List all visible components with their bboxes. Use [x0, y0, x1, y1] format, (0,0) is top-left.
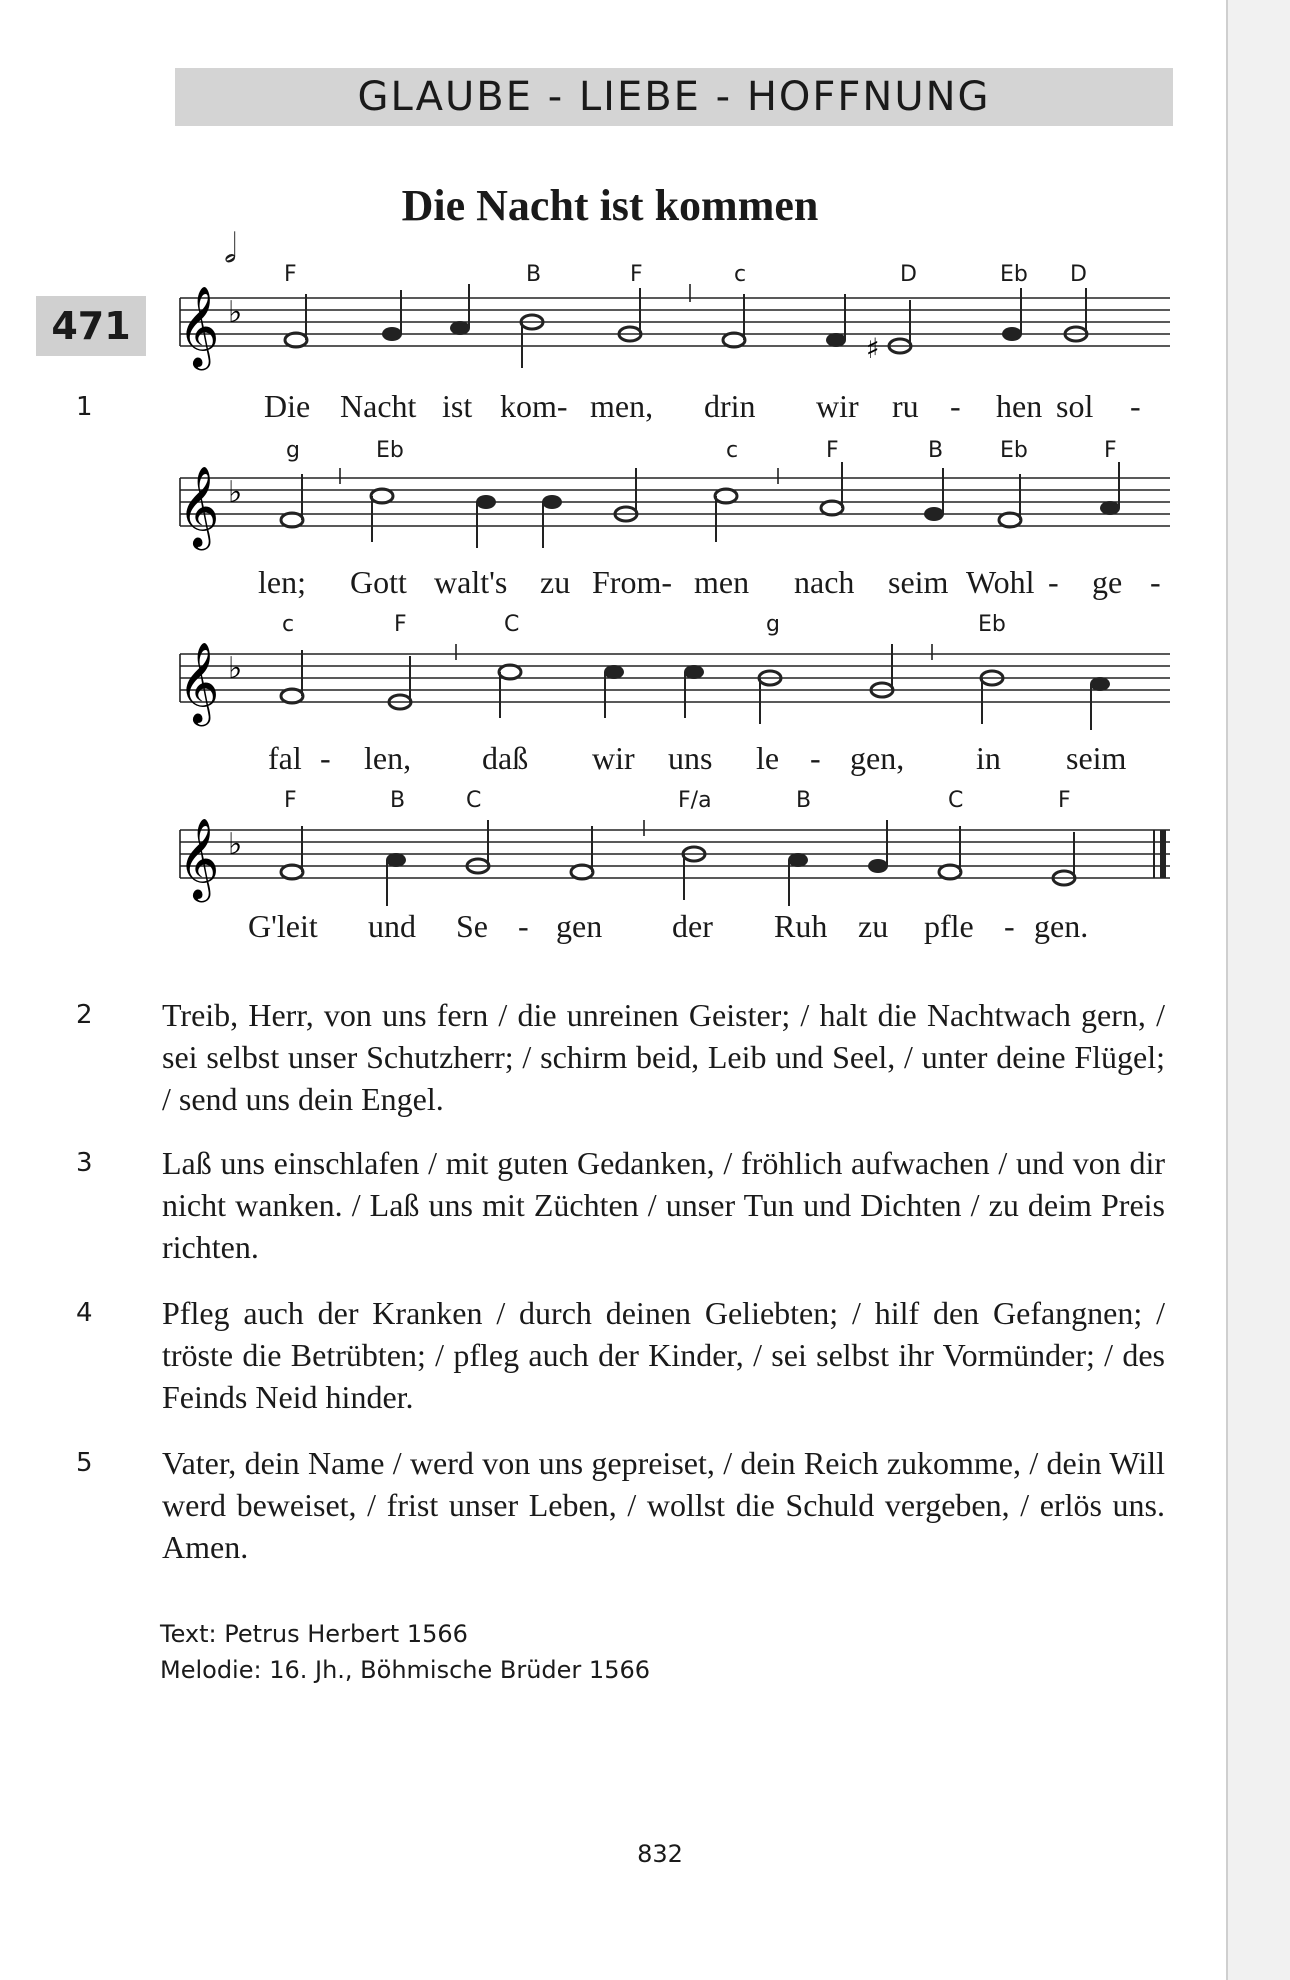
chord-s2-4: F — [826, 438, 839, 463]
lyric-s1-2: Nacht — [340, 388, 417, 424]
lyric-s1-8: ru — [892, 388, 919, 424]
chord-s2-2: Eb — [376, 438, 404, 463]
lyric-s4-9: pfle — [924, 908, 974, 944]
lyric-s4-4: - — [518, 908, 529, 944]
chord-s4-3: C — [466, 788, 482, 813]
lyric-s3-11: seim — [1066, 740, 1127, 776]
lyric-s2-12: - — [1150, 564, 1161, 600]
lyric-s2-7: nach — [794, 564, 855, 600]
section-title: GLAUBE - LIEBE - HOFFNUNG — [357, 74, 991, 120]
verse-text-4: Pfleg auch der Kranken / durch deinen Geliebten; / hilf den Gefangnen; / tröste die Betrübten; / pfleg auch der Kinder, / sei selbst ihr Vormünder; / des Feinds Neid hinder. — [162, 1295, 1165, 1415]
lyric-s3-5: wir — [592, 740, 635, 776]
melody-credit: Melodie: 16. Jh., Böhmische Brüder 1566 — [160, 1656, 651, 1684]
lyric-s4-7: Ruh — [774, 908, 828, 944]
lyric-s1-7: wir — [816, 388, 859, 424]
chord-s4-4: F/a — [678, 788, 712, 813]
lyric-s3-9: gen, — [850, 740, 905, 776]
chord-s1-1: F — [284, 262, 297, 287]
lyric-s2-11: ge — [1092, 564, 1123, 600]
lyric-s4-2: und — [368, 908, 416, 944]
lyric-s3-2: - — [320, 740, 331, 776]
chord-s4-1: F — [284, 788, 297, 813]
lyric-s3-7: le — [756, 740, 780, 776]
lyric-s2-3: walt's — [434, 564, 508, 600]
lyric-s1-10: hen — [996, 388, 1043, 424]
credits — [160, 1616, 650, 1688]
svg-text:𝄞: 𝄞 — [178, 465, 220, 547]
verse-text-5: Vater, dein Name / werd von uns gepreiset, / dein Reich zukomme, / dein Will werd beweiset, / frist unser Leben, / wollst die Schuld vergeben, / erlös uns. Amen. — [162, 1445, 1165, 1565]
chord-s2-5: B — [928, 438, 944, 463]
lyric-s3-8: - — [810, 740, 821, 776]
lyric-s1-4: kom- — [500, 388, 568, 424]
staff-system-2 — [178, 462, 1170, 550]
lyric-s2-5: From- — [592, 564, 672, 600]
chord-s1-2: B — [526, 262, 542, 287]
chord-s1-4: c — [734, 262, 747, 287]
lyric-s1-12: - — [1130, 388, 1141, 424]
lyric-s4-11: gen. — [1034, 908, 1089, 944]
svg-text:𝄞: 𝄞 — [178, 285, 220, 367]
chord-s4-7: F — [1058, 788, 1071, 813]
verse-label-4: 4 — [76, 1298, 93, 1328]
lyric-s4-5: gen — [556, 908, 603, 944]
svg-text:♭: ♭ — [228, 475, 243, 510]
lyric-s3-3: len, — [364, 740, 412, 776]
lyric-s2-1: len; — [258, 564, 306, 600]
staff-system-3 — [178, 641, 1170, 730]
chord-s3-3: C — [504, 612, 520, 637]
text-credit: Text: Petrus Herbert 1566 — [160, 1620, 468, 1648]
chord-s4-6: C — [948, 788, 964, 813]
svg-text:♭: ♭ — [228, 295, 243, 330]
svg-text:♯: ♯ — [866, 332, 880, 365]
svg-text:♭: ♭ — [228, 651, 243, 686]
verse-label-2: 2 — [76, 1000, 93, 1030]
lyric-s3-6: uns — [668, 740, 713, 776]
lyric-s3-10: in — [976, 740, 1001, 776]
lyric-s2-6: men — [694, 564, 750, 600]
staff-system-1 — [178, 284, 1170, 370]
lyric-s2-9: Wohl — [966, 564, 1035, 600]
lyric-s1-9: - — [950, 388, 961, 424]
lyric-s4-6: der — [672, 908, 713, 944]
verse-label-3: 3 — [76, 1148, 93, 1178]
chord-s2-7: F — [1104, 438, 1117, 463]
chord-s4-5: B — [796, 788, 812, 813]
svg-text:𝄞: 𝄞 — [178, 817, 220, 899]
staff-system-4 — [178, 817, 1170, 906]
svg-text:♭: ♭ — [228, 827, 243, 862]
chord-s1-5: D — [900, 262, 917, 287]
lyric-s3-1: fal — [268, 740, 302, 776]
chord-s4-2: B — [390, 788, 406, 813]
tempo-mark: 𝅗𝅥 — [224, 226, 237, 272]
page-number: 832 — [637, 1840, 683, 1868]
chord-s2-6: Eb — [1000, 438, 1028, 463]
lyric-s4-10: - — [1004, 908, 1015, 944]
verse-label-1: 1 — [76, 392, 93, 422]
chord-s2-3: c — [726, 438, 739, 463]
lyric-s1-5: men, — [590, 388, 654, 424]
lyric-s1-3: ist — [442, 388, 473, 424]
lyric-s1-6: drin — [704, 388, 756, 424]
chord-s1-7: D — [1070, 262, 1087, 287]
chord-s3-1: c — [282, 612, 295, 637]
verse-text-2: Treib, Herr, von uns fern / die unreinen Geister; / halt die Nachtwach gern, / sei selbst unser Schutzherr; / schirm beid, Leib und Seel, / unter deine Flügel; / send uns dein Engel. — [162, 997, 1165, 1117]
verse-text-3: Laß uns einschlafen / mit guten Gedanken, / fröhlich aufwachen / und von dir nicht wanken. / Laß uns mit Züchten / unser Tun und Dichten / zu deim Preis richten. — [162, 1145, 1165, 1265]
lyric-s2-10: - — [1048, 564, 1059, 600]
lyric-s3-4: daß — [482, 740, 529, 776]
lyric-s1-1: Die — [264, 388, 311, 424]
chord-s3-5: Eb — [978, 612, 1006, 637]
hymn-number: 471 — [51, 304, 131, 348]
lyric-s4-1: G'leit — [248, 908, 318, 944]
lyric-s1-11: sol — [1056, 388, 1094, 424]
chord-s3-2: F — [394, 612, 407, 637]
lyric-s2-4: zu — [540, 564, 571, 600]
svg-text:𝄞: 𝄞 — [178, 641, 220, 723]
lyric-s2-8: seim — [888, 564, 949, 600]
lyric-s2-2: Gott — [350, 564, 407, 600]
chord-s1-6: Eb — [1000, 262, 1028, 287]
chord-s2-1: g — [286, 438, 300, 463]
verse-label-5: 5 — [76, 1448, 93, 1478]
chord-s3-4: g — [766, 612, 780, 637]
lyric-s4-8: zu — [858, 908, 889, 944]
chord-s1-3: F — [630, 262, 643, 287]
lyric-s4-3: Se — [456, 908, 488, 944]
song-title: Die Nacht ist kommen — [401, 181, 819, 230]
